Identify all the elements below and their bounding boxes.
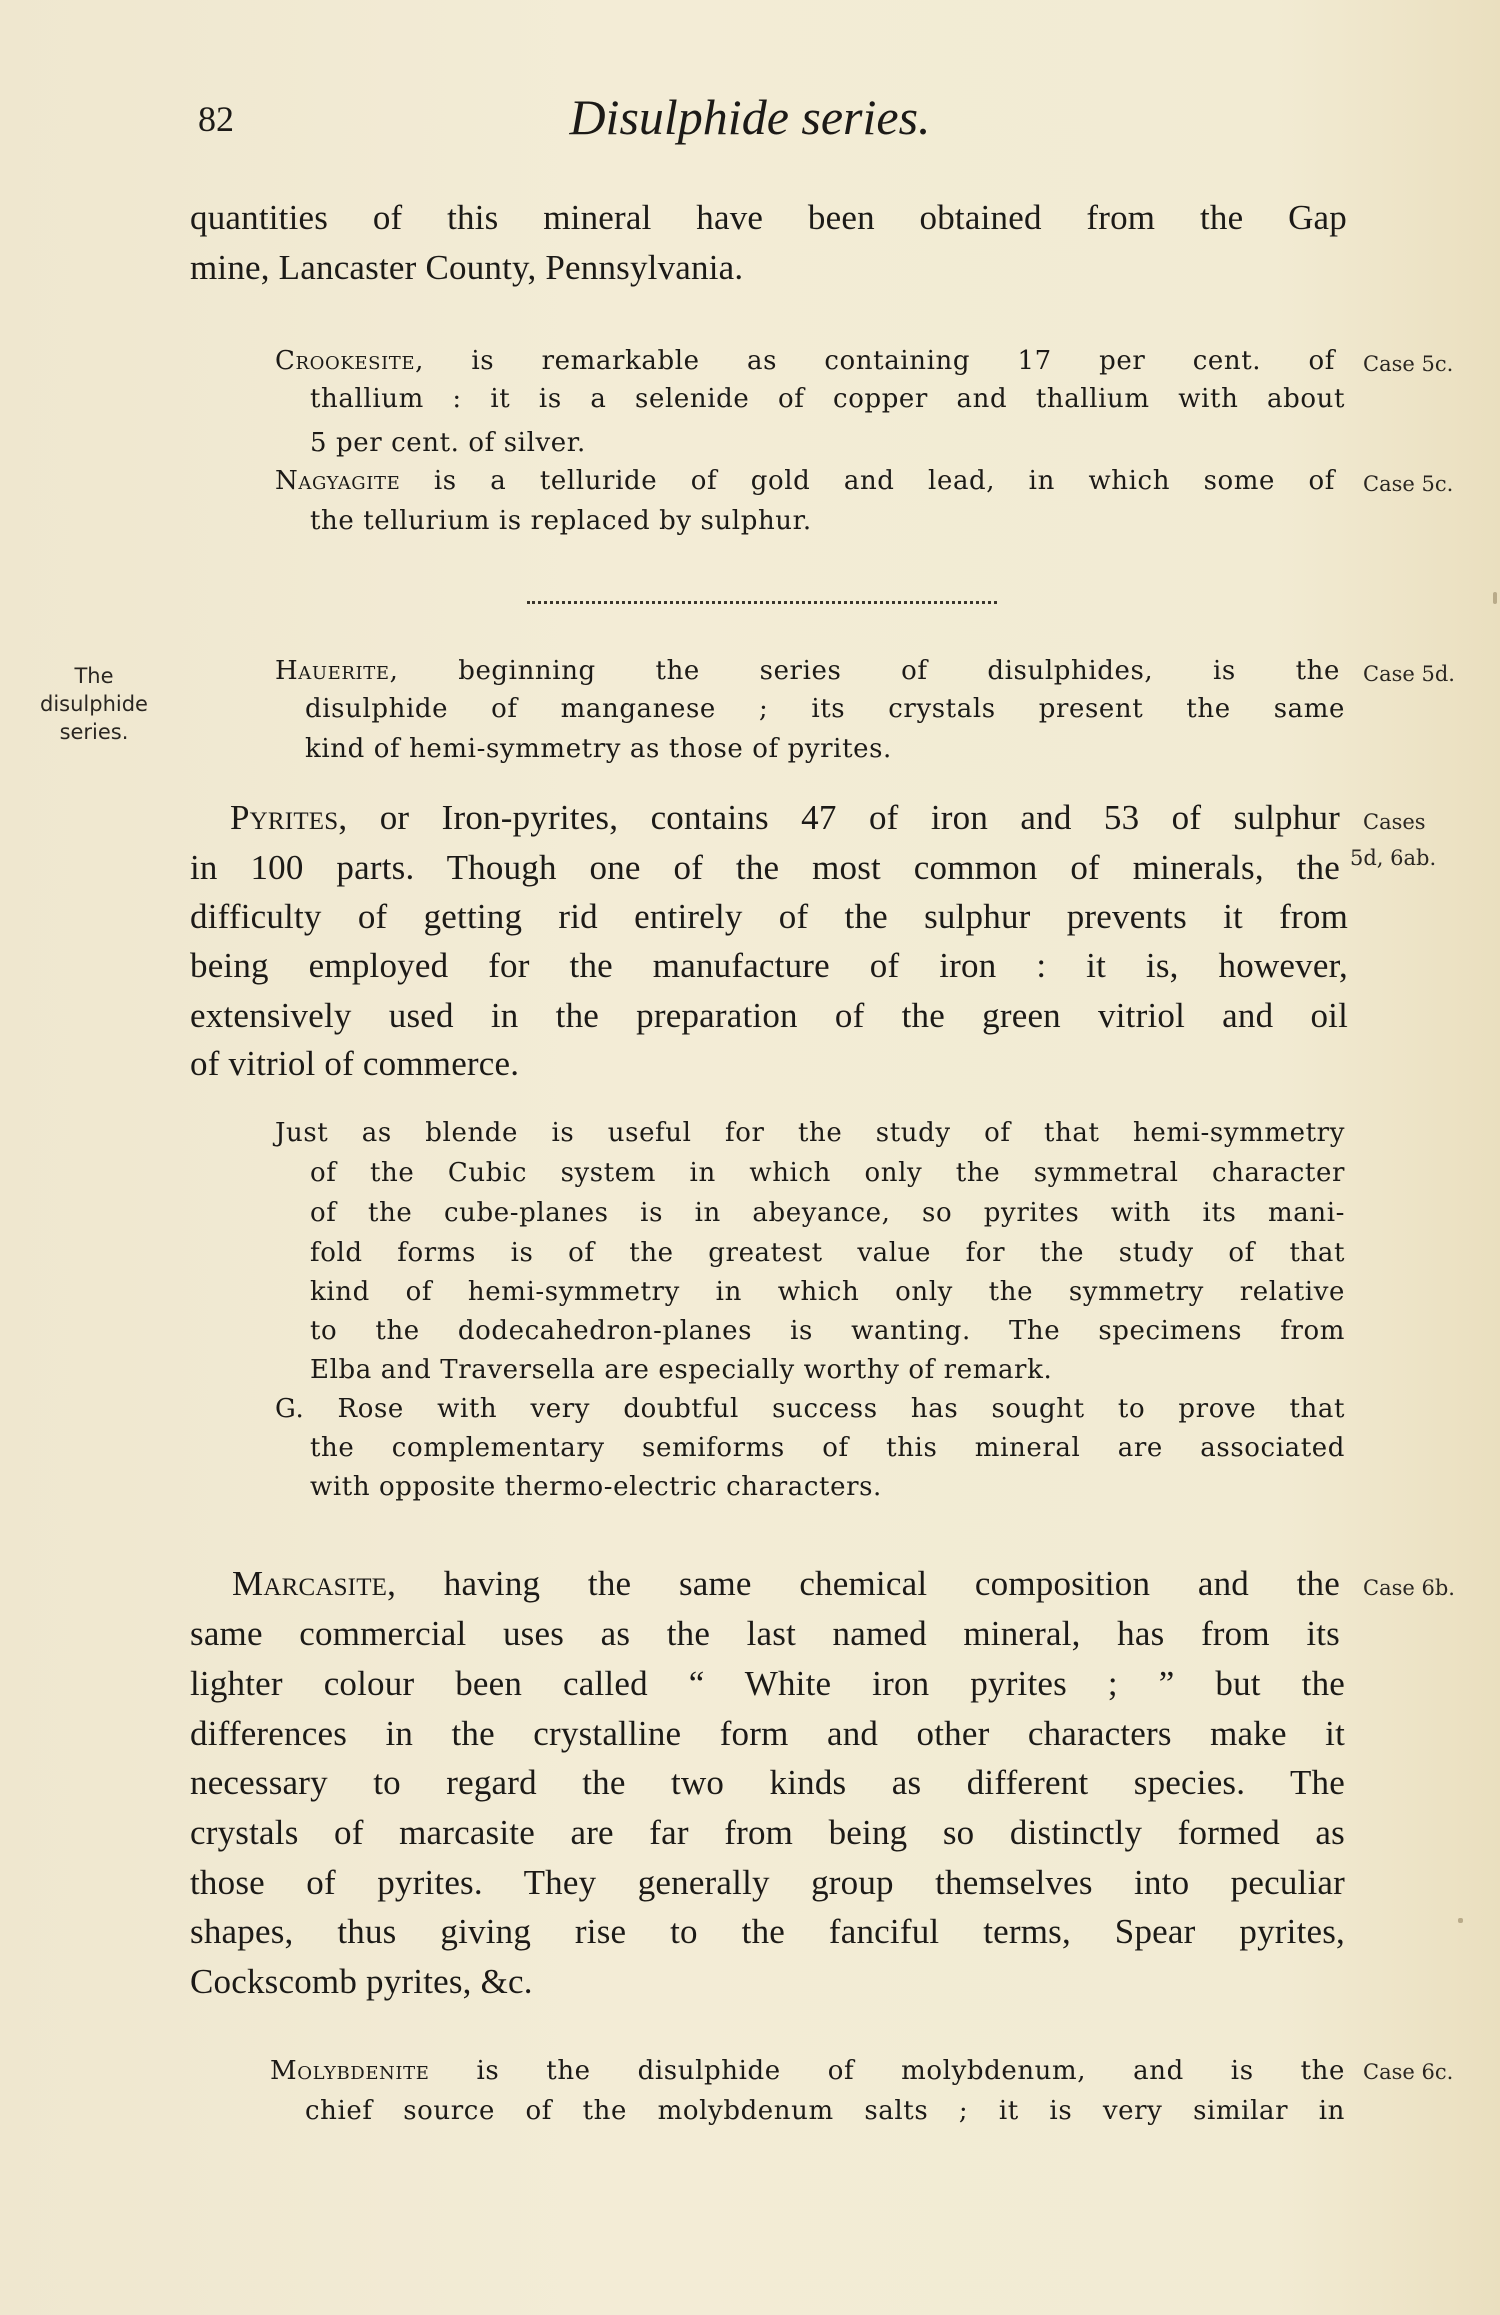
pyrites-line-4: being employed for the manufacture of iron : it is, however, [190, 946, 1348, 985]
pyrites-note-line-5: kind of hemi-symmetry in which only the symmetry relative [310, 1277, 1345, 1307]
molybdenite-name: Molybdenite [270, 2056, 430, 2086]
marcasite-line-9: Cockscomb pyrites, &c. [190, 1962, 533, 2001]
marcasite-line-5: necessary to regard the two kinds as different species. The [190, 1763, 1345, 1802]
crookesite-line-2: thallium : it is a selenide of copper and thallium with about [310, 384, 1345, 414]
pyrites-note-line-4: fold forms is of the greatest value for the study of that [310, 1238, 1345, 1268]
hauerite-line-1: Hauerite, beginning the series of disulphides, is the [275, 656, 1340, 686]
pyrites-note-line-8: G. Rose with very doubtful success has sought to prove that [275, 1394, 1345, 1424]
pyrites-note-line-9: the complementary semiforms of this mineral are associated [310, 1433, 1345, 1463]
marcasite-line-3: lighter colour been called “ White iron pyrites ; ” but the [190, 1664, 1345, 1703]
pyrites-note-line-3: of the cube-planes is in abeyance, so pyrites with its mani- [310, 1198, 1345, 1228]
paper-speck [1493, 592, 1497, 604]
intro-line-1: quantities of this mineral have been obtained from the Gap [190, 198, 1347, 237]
case-ref-crookesite: Case 5c. [1363, 352, 1454, 376]
pyrites-line-2: in 100 parts. Though one of the most common of minerals, the [190, 848, 1340, 887]
marcasite-line-1: Marcasite, having the same chemical composition and the [232, 1564, 1340, 1603]
intro-line-2: mine, Lancaster County, Pennsylvania. [190, 248, 744, 287]
section-divider [527, 601, 997, 604]
pyrites-line-6: of vitriol of commerce. [190, 1044, 520, 1083]
case-ref-hauerite: Case 5d. [1363, 662, 1455, 686]
marcasite-line-8: shapes, thus giving rise to the fanciful terms, Spear pyrites, [190, 1912, 1345, 1951]
case-ref-molybdenite: Case 6c. [1363, 2060, 1454, 2084]
molybdenite-line-1: Molybdenite is the disulphide of molybdenum, and is the [270, 2056, 1345, 2086]
margin-note-disulphide-series: The disulphide series. [40, 664, 148, 744]
marcasite-line-4: differences in the crystalline form and other characters make it [190, 1714, 1345, 1753]
pyrites-note-line-1: Just as blende is useful for the study of that hemi-symmetry [275, 1118, 1345, 1148]
pyrites-name: Pyrites, [230, 798, 348, 837]
case-ref-marcasite: Case 6b. [1363, 1576, 1455, 1600]
hauerite-name: Hauerite, [275, 656, 399, 686]
nagyagite-name: Nagyagite [275, 466, 401, 496]
hauerite-line-3: kind of hemi-symmetry as those of pyrites. [305, 734, 892, 764]
pyrites-note-line-2: of the Cubic system in which only the symmetral character [310, 1158, 1345, 1188]
paper-speck [1458, 1918, 1463, 1923]
crookesite-name: Crookesite, [275, 346, 424, 376]
hauerite-line-2: disulphide of manganese ; its crystals present the same [305, 694, 1345, 724]
crookesite-line-1: Crookesite, is remarkable as containing 17 per cent. of [275, 346, 1335, 376]
pyrites-line-1: Pyrites, or Iron-pyrites, contains 47 of iron and 53 of sulphur [230, 798, 1341, 837]
case-ref-nagyagite: Case 5c. [1363, 472, 1454, 496]
case-ref-pyrites-2: 5d, 6ab. [1350, 846, 1437, 870]
marcasite-line-6: crystals of marcasite are far from being so distinctly formed as [190, 1813, 1345, 1852]
page-number: 82 [198, 99, 234, 139]
pyrites-line-5: extensively used in the preparation of the green vitriol and oil [190, 996, 1348, 1035]
pyrites-line-3: difficulty of getting rid entirely of the sulphur prevents it from [190, 897, 1348, 936]
nagyagite-line-1: Nagyagite is a telluride of gold and lead, in which some of [275, 466, 1335, 496]
marcasite-line-2: same commercial uses as the last named mineral, has from its [190, 1614, 1340, 1653]
pyrites-note-line-7: Elba and Traversella are especially worthy of remark. [310, 1355, 1053, 1385]
running-title: Disulphide series. [569, 89, 931, 145]
crookesite-line-3: 5 per cent. of silver. [310, 428, 586, 458]
marcasite-name: Marcasite, [232, 1564, 397, 1603]
molybdenite-line-2: chief source of the molybdenum salts ; it is very similar in [305, 2096, 1345, 2126]
pyrites-note-line-10: with opposite thermo-electric characters. [310, 1472, 882, 1502]
marcasite-line-7: those of pyrites. They generally group themselves into peculiar [190, 1863, 1345, 1902]
pyrites-note-line-6: to the dodecahedron-planes is wanting. The specimens from [310, 1316, 1345, 1346]
case-ref-pyrites-1: Cases [1363, 810, 1426, 834]
nagyagite-line-2: the tellurium is replaced by sulphur. [310, 506, 812, 536]
